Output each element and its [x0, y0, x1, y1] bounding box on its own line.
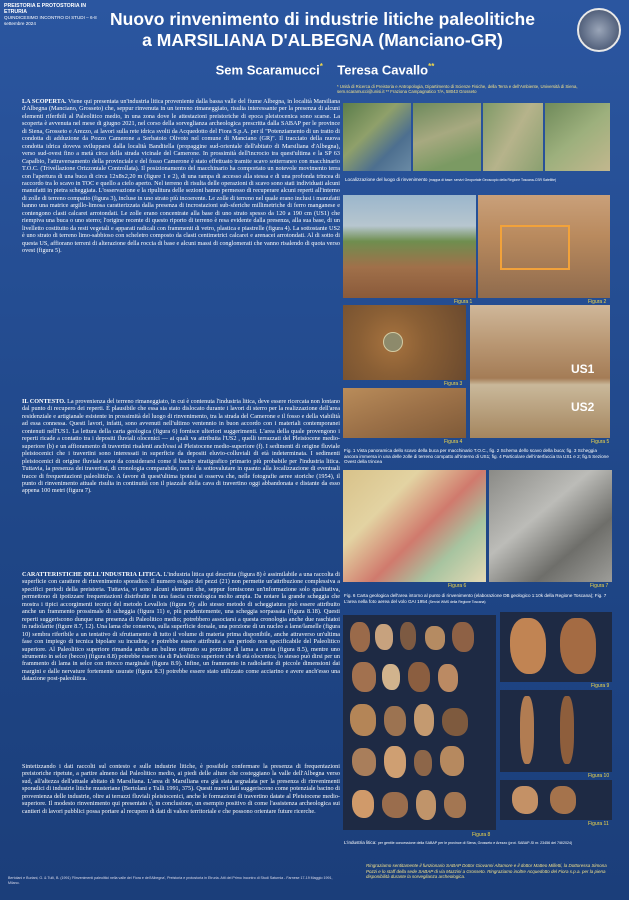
lithic-tool [350, 704, 376, 736]
lithic-tool [400, 622, 416, 650]
layer-label-us1: US1 [571, 362, 595, 376]
lithic-tool [382, 792, 408, 818]
lithic-tool [440, 746, 464, 776]
lithic-tool [352, 790, 374, 818]
conference-header [4, 4, 108, 26]
lithic-tool-blade [520, 696, 534, 764]
section-body-discovery: Viene qui presentata un'industria litica proveniente dalla bassa valle del fiume Albegna, in località Marsiliana d'Albegna (Manciano, Grosseto) che, seppur rinvenuta in un terreno rimaneggiato, risulta interessante per la presenza di alcuni elementi riferibili al Paleolitico medio, in una zona dove le attestazioni preistoriche di epoca pleistocenica sono scarse. La scoperta è avvenuta nel mese di giugno 2021, nel corso della sorveglianza archeologica prescritta dalla SABAP per le province di Siena, Grosseto e Arezzo, ai lavori sulla rete idrica svolti da Acquedotto del Fiora S.p.A. per il "Potenziamento di un tratto di condotta di adduzione da Pozzo Camerone a Serbatoio Olivoto nel comune di Manciano (GR)". Il tracciato della nuova condotta idrica doveva svilupparsi dalla località Banditella (propaggine sud-orientale dell'abitato di Marsiliana d'Albegna), verso sud-ovest fino a metà circa della strada vicinale del Camerone. In prossimità dell'incrocio tra quest'ultima e la SP 63 Capalbio, l'attraversamento della provinciale e del fosso Camerone è stato effettuato tramite scavo sotterraneo con macchinario T.O.C. (Trivellazione Orizzontale Controllata). Il posizionamento del macchinario ha comportato un notevole movimento terra con l'apertura di una buca di circa 12x8x2,20 m (figure 1 e 2), di una rampa di accesso alla stessa e di una profonda trincea di raccordo tra lo scavo in TOC e quello a cielo aperto. Nel terreno di risulta delle operazioni di scavo sono stati individuati alcuni manufatti in pietra scheggiata. L'osservazione e la ripulitura delle sezioni hanno permesso di recuperare alcuni reperti all'interno di zolle di terreno compatto (figura 3), incluse in uno strato più incoerente. Le zolle di terreno nel quale erano inclusi i manufatti hanno una matrice argillo-limosa caratterizzata dalla presenza di incrostazioni sub-sferiche millimetriche di ferro manganese e contengono clasti calcarei arrotondati. Le zolle erano concentrate alla base di uno strato spesso da 120 a 190 cm (US1) che riempiva una buca o uno sterro; l'origine recente di questo riporto di terreno è resa evidente dalla presenza, alla sua base, di un livelletto costituito da resti vegetali e apparati radicali con frammenti di vetro, plastica e piastrelle (figura 4). La sottostante US2 è uno strato di terreno limo-sabbioso con scheletro composto da clasti centimetrici calcarei e arenacei arrotondati. Al di sotto di questa US, affiorano terreni di alterazione della roccia di base e alcuni massi di conglomerati che vanno risalendo di quota verso ovest (figura 5). [22, 98, 340, 255]
caption-figures-1-5: Fig. 1 Vista panoramica dello scavo della buca per macchinario T.O.C., fig. 2 Schema dello scavo della buca; fig. 3 Scheggia ancora immersa in una delle zolle di terreno compatto all'interno di US1; fig. 4 Particolare dell'interfaccia tra US1 e 2; fig.5 Sezione Ovest della trincea [344, 448, 609, 465]
figure-3-photo [343, 305, 466, 380]
lithic-tool [442, 708, 468, 736]
caption-figures-6-7 [344, 593, 612, 605]
section-body-conclusion: Sintetizzando i dati raccolti sul contesto e sulle industrie litiche, è possibile confermare la presenza di frequentazioni preistoriche ripetute, a partire almeno dal Paleolitico medio, ai piedi delle alture che costeggiano la valle dell'Albegna verso sud, all'altezza dell'attuale abitato di Marsiliana. L'area di Marsiliana era già stata segnalata per la presenza di rinvenimenti sporadici di industrie litiche musteriane (Bertolani e Tulli 1991, 375). Questi nuovi dati suggeriscono come potenziale bacino di provenienza delle industrie, oltre ai terrazzi fluviali pleistocenici, anche le formazioni di travertino datate al Pleistocene medio-superiore. Il modesto rinvenimento qui presentato è, in conclusione, un esempio positivo di come l'assistenza archeologica sui cantieri di lavori pubblici possa portare al recupero di dati di valore territoriale e che possono orientare future ricerche. [22, 763, 340, 815]
section-heading-lithic: CARATTERISTICHE DELL'INDUSTRIA LITICA. [22, 571, 162, 578]
references: Bertolani e Buriani, G. & Tulli, B. (1991) 'Rinvenimenti paleolitici nella valle del Fiora e dell'Albegna', Preistoria e protostoria in Etruria. Atti del Primo Incontro di Studi Saturnia - Farnese 17-19 Maggio 1991, Milano. [8, 876, 333, 885]
section-context [22, 398, 340, 495]
lithic-tool [350, 622, 370, 652]
figure-3-coin [383, 332, 403, 352]
conference-edition: QUINDICESIMO INCONTRO DI STUDI – 6-8 settembre 2024 [4, 15, 97, 26]
section-body-lithic: L'industria litica qui descritta (figura 8) è assimilabile a una raccolta di superficie con carattere di rinvenimento sporadico. Il numero esiguo dei pezzi (21) non permette un'attribuzione complessiva a specifici periodi della preistoria. Tuttavia, vi sono alcuni elementi che, seppur forniscono un'informazione solo qualitativa, permettono di ipotizzare frequentazioni distribuite in una fascia cronologica molto ampia. Da notare la grande scheggia che mostra i tipici accorgimenti tecnici del metodo Levallois (figura 9): allo stesso metodo di scheggiatura può essere attribuito anche un frammento prossimale di scheggia (figura 11) e, più prudentemente, una scheggia sorpassata (figura 8.18). Questi reperti suggeriscono dunque una presenza di Paleolitico medio; potrebbero associarsi a questa cronologia anche due raschiatoi in radiolarite (figure 8.7, 12). Una lama che conserva, sulla superficie dorsale, una porzione di un nucleo a lame/lamelle (figura 10) sembra riferibile a un tentativo di sfruttamento di tutto il volume di materia prima disponibile, anche attraverso un'ultima fase con impiego di tecnica bipolare su incudine, e potrebbe essere attribuita a un periodo non specificabile del Paleolitico superiore. Al Paleolitico superiore rimanda anche un bulino ottenuto su porzione di lama a cresta (figura 8.5), mentre uno strumento in selce (becco) (figura 8.8) potrebbe essere sia di Paleolitico superiore che di età olocenica; lo stesso può dirsi per un frammento di lama in selce con ritocco marginale (figura 8.9). Infine, un frammento in radiolarite di piccole dimensioni dai margini e dalle nervature fortemente usurate (figura 8.3) potrebbe essere stato utilizzato come acciarino e avere anch'esso una datazione post-paleolitica. [22, 571, 340, 683]
location-map-medium [413, 103, 481, 171]
lithic-tool-blade-reverse [560, 696, 574, 764]
lithic-tool [384, 746, 406, 778]
figure-9-label: Figura 9 [591, 683, 610, 689]
lithic-tool [414, 750, 432, 776]
author-2-mark: ** [428, 62, 435, 71]
author-1-mark: * [319, 62, 323, 71]
section-heading-context: IL CONTESTO. [22, 398, 66, 405]
lithic-tool [384, 706, 406, 736]
caption-figure-8-text: L'industria litica: [344, 840, 377, 845]
author-2: Teresa Cavallo [337, 62, 429, 78]
section-discovery [22, 98, 340, 255]
lithic-tool [408, 662, 430, 692]
lithic-tool-large-flake [510, 618, 546, 674]
lithic-tool-large-flake-reverse [560, 618, 596, 674]
lithic-tool [382, 664, 400, 690]
lithic-tool [416, 790, 436, 820]
lithic-tool-fragment-reverse [550, 786, 576, 814]
authors [190, 62, 460, 77]
section-body-context: La provenienza del terreno rimaneggiato, in cui è contenuta l'industria litica, deve essere ricercata non lontano dal punto di recupero dei reperti. È plausibile che essa sia stato dislocato durante i lavori di sterro per la realizzazione dell'area residenziale e artigianale esistente in prossimità del luogo di rinvenimento, tra la strada del Camerone e il fosso e della viabilità ad essa connessa. Questi lavori, infatti, sono avvenuti nell'ultimo ventennio in buon accordo con i materiali contemporanei contenuti nell'US1. La lettura della carta geologica (figura 6) fornisce ulteriori suggerimenti. L'area della quale provengono i reperti ricade a contatto tra i depositi fluviali olocenici — ai quali va attribuita l'US2 , quelli terrazzati del Pleistocene medio-superiore (b) e un affioramento di travertini risalenti anch'essi al Pleistocene medio-superiore (f). I sedimenti di origine fluviale pleistocenici che i travertini sono interessati in superficie da depositi eluvio-colluviali di età indeterminata. I sedimenti pleistocenici di origine fluviale sono da considerarsi come il bacino stratigrafico primario più probabile per l'industria litica. Tuttavia, la presenza dei travertini, di cronologia comparabile, non è da sottovalutare in quanto alla localizzazione di eventuali tracce di frequentazioni paleolitiche. A favore di quest'ultima ipotesi si osserva che, nelle fotografie aeree storiche (1954), il punto di rinvenimento attuale risulta in continuità con il piazzale della cava di travertino oggi abbandonata e distante da esso appena 100 metri (figura 7). [22, 398, 341, 495]
figure-6-label: Figura 6 [448, 583, 467, 589]
affiliations: * Unità di Ricerca di Preistoria e Antropologia, Dipartimento di Scienze Fisiche, della Terra e dell'Ambiente, Università di Siena, sem.scaramucci@unisi.it ** Fraziona Campagnatico 7/A, 58043 Grosseto [337, 84, 578, 95]
section-heading-discovery: LA SCOPERTA. [22, 98, 67, 105]
lithic-tool [438, 664, 458, 692]
lithic-tool-fragment [512, 786, 538, 814]
figure-4-photo [343, 388, 466, 438]
lithic-tool [414, 704, 434, 736]
caption-figure-8-credit: per gentile concessione della SABAP per le province di Siena, Grosseto e Arezzo (prot. SABAP-SI nr. 23456 del 7/8/2024) [377, 841, 573, 845]
figure-10-label: Figura 10 [588, 773, 610, 779]
figure-6-geological-map [343, 470, 486, 582]
figure-3-label: Figura 3 [444, 381, 463, 387]
lithic-tool [444, 792, 466, 818]
acknowledgements: Ringraziamo sentitamente il funzionario SABAP Dottor Giovanni Altamore e il dottor Matteo Milletti, la Dottoressa Simona Pozzi e lo staff della sede SABAP di via Mazzini a Grosseto. Ringraziamo inoltre Acquedotto del Fiora s.p.a. per la piena disponibilità durante la sorveglianza archeologica. [366, 863, 607, 879]
poster-title [110, 9, 535, 51]
lithic-tool [452, 622, 474, 652]
lithic-tool [352, 662, 376, 692]
figure-5-label: Figura 5 [591, 439, 610, 445]
location-map-site [545, 103, 610, 171]
university-seal-logo [577, 8, 621, 52]
figure-4-label: Figura 4 [444, 439, 463, 445]
figure-8-label: Figura 8 [472, 832, 491, 838]
caption-figure-8 [344, 840, 612, 847]
figure-7-label: Figura 7 [590, 583, 609, 589]
section-conclusion [22, 763, 340, 815]
section-lithic-industry [22, 571, 340, 683]
figure-2-label: Figura 2 [588, 299, 607, 305]
author-1: Sem Scaramucci [215, 62, 320, 78]
lithic-tool [425, 626, 445, 650]
title-line-1: Nuovo rinvenimento di industrie litiche paleolitiche [110, 9, 535, 29]
figure-1-photo [343, 195, 476, 298]
figure-7-aerial-photo [489, 470, 612, 582]
map-caption [345, 177, 615, 184]
figure-2-pit-outline [500, 225, 570, 270]
map-caption-text: Localizzazione del luogo di rinvenimento [345, 177, 428, 182]
map-caption-source: (mappa di base: servizi Geoportale Geoscopio della Regione Toscana-CSR Satellite) [428, 178, 557, 182]
title-line-2: a MARSILIANA D'ALBEGNA (Manciano-GR) [142, 30, 503, 50]
conference-name: PREISTORIA E PROTOSTORIA IN ETRURIA [4, 3, 87, 15]
caption-figures-6-7-source: (Servizi WMS della Regione Toscana) [428, 599, 486, 604]
layer-label-us2: US2 [571, 400, 595, 414]
figure-1-label: Figura 1 [454, 299, 473, 305]
figure-10-blade [500, 690, 612, 772]
lithic-tool [352, 748, 376, 776]
location-map-overview [343, 103, 411, 171]
location-map-detail [483, 103, 543, 171]
caption-figures-6-7-text: Fig. 6 Carta geologica dell'area intorno al punto di rinvenimento (elaborazione DB geologico 1:10k della Regione Toscana); Fig. 7 L'area nella foto aerea del volo GAI 1954 [344, 593, 607, 604]
lithic-tool [375, 624, 393, 650]
figure-11-label: Figura 11 [588, 821, 609, 827]
